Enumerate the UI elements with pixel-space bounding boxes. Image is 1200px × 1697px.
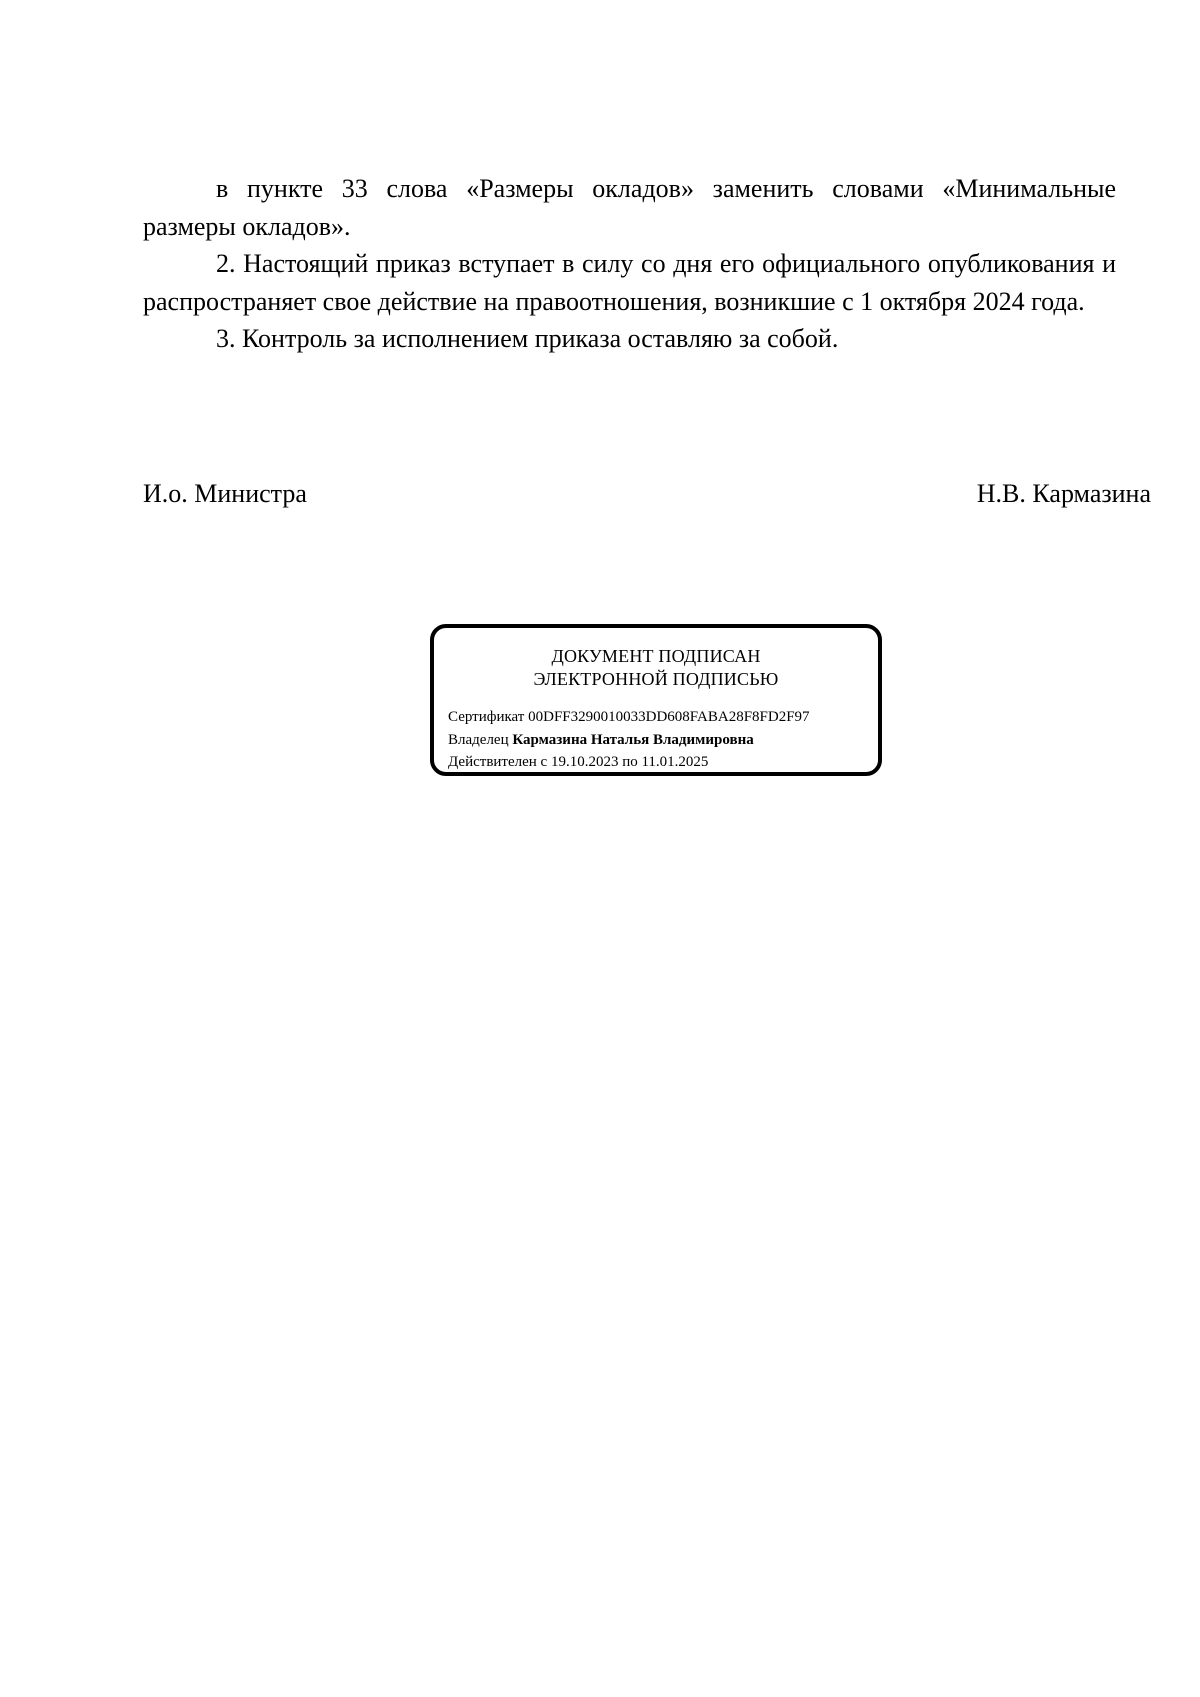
stamp-certificate: Сертификат 00DFF3290010033DD608FABA28F8FD2F97: [448, 709, 810, 725]
signatory-position: И.о. Министра: [143, 479, 307, 508]
document-body: [143, 170, 1116, 358]
paragraph-control: 3. Контроль за исполнением приказа оставляю за собой.: [216, 324, 839, 353]
signature-block: [143, 475, 1151, 512]
stamp-title-line-1: ДОКУМЕНТ ПОДПИСАН: [551, 646, 761, 666]
stamp-owner: [448, 729, 878, 752]
paragraph-amendment: в пункте 33 слова «Размеры окладов» заменить словами «Минимальные размеры окладов».: [143, 174, 1116, 241]
stamp-owner-label: Владелец: [448, 731, 509, 748]
paragraph-effective-date: 2. Настоящий приказ вступает в силу со дня его официального опубликования и распространяет свое действие на правоотношения, возникшие с 1 октября 2024 года.: [143, 249, 1116, 316]
signatory-name: Н.В. Кармазина: [976, 479, 1151, 508]
electronic-signature-stamp: [430, 624, 882, 776]
stamp-details: [448, 706, 878, 774]
stamp-validity: Действителен с 19.10.2023 по 11.01.2025: [448, 754, 709, 770]
stamp-title: [434, 645, 878, 691]
stamp-owner-name: Кармазина Наталья Владимировна: [512, 731, 754, 748]
stamp-title-line-2: ЭЛЕКТРОННОЙ ПОДПИСЬЮ: [533, 669, 779, 689]
